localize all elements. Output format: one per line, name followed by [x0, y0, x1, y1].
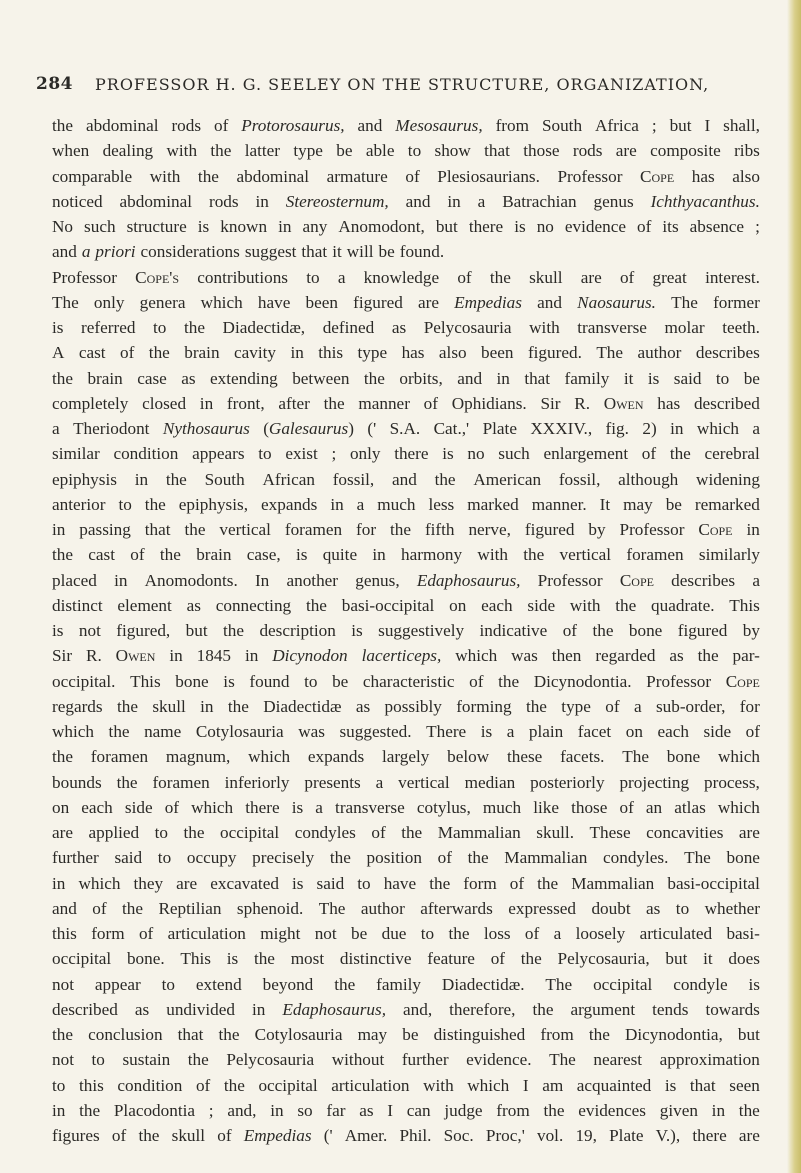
- text-line: the cast of the brain case, is quite in harmony with the vertical foramen similarly: [52, 545, 760, 565]
- text-line: Sir R. Owen in 1845 in Dicynodon lacerticeps, which was then regarded as the par-: [52, 646, 760, 666]
- text-line: noticed abdominal rods in Stereosternum, and in a Batrachian genus Ichthyacanthus.: [52, 191, 760, 211]
- text-line: anterior to the epiphysis, expands in a much less marked manner. It may be remarked: [52, 494, 760, 514]
- text-line: The only genera which have been figured are Empedias and Naosaurus. The former: [52, 292, 760, 312]
- text-line: when dealing with the latter type be able to show that those rods are composite ribs: [52, 141, 760, 161]
- text-line: Professor Cope's contributions to a knowledge of the skull are of great interest.: [52, 267, 760, 287]
- text-line: this form of articulation might not be due to the loss of a loosely articulated basi-: [52, 924, 760, 943]
- text-line: comparable with the abdominal armature of Plesiosaurians. Professor Cope has also: [52, 166, 760, 186]
- text-line: the conclusion that the Cotylosauria may be distinguished from the Dicynodontia, but: [52, 1025, 760, 1044]
- text-line: is not figured, but the description is suggestively indicative of the bone figured by: [52, 621, 760, 640]
- text-line: in the Placodontia ; and, in so far as I can judge from the evidences given in the: [52, 1100, 760, 1120]
- text-line: A cast of the brain cavity in this type has also been figured. The author describes: [52, 343, 760, 363]
- text-line: No such structure is known in any Anomodont, but there is no evidence of its absence ;: [52, 217, 760, 236]
- text-line: in passing that the vertical foramen for the fifth nerve, figured by Professor Cope in: [52, 520, 760, 539]
- page-edge-shadow: [787, 0, 801, 1173]
- text-line: described as undivided in Edaphosaurus, and, therefore, the argument tends towards: [52, 999, 760, 1019]
- page-number: 284: [36, 74, 73, 94]
- text-line: and a priori considerations suggest that it will be found.: [52, 242, 445, 262]
- text-line: to this condition of the occipital articulation with which I am acquainted is that seen: [52, 1075, 760, 1095]
- text-line: similar condition appears to exist ; only there is no such enlargement of the cerebral: [52, 444, 760, 464]
- text-line: a Theriodont Nythosaurus (Galesaurus) (' S.A. Cat.,' Plate XXXIV., fig. 2) in which a: [52, 419, 760, 438]
- text-line: the brain case as extending between the orbits, and in that family it is said to be: [52, 368, 760, 388]
- text-line: which the name Cotylosauria was suggested. There is a plain facet on each side of: [52, 722, 760, 741]
- text-line: is referred to the Diadectidæ, defined as Pelycosauria with transverse molar teeth.: [52, 318, 760, 337]
- page-header: [36, 74, 756, 100]
- text-line: in which they are excavated is said to have the form of the Mammalian basi-occipital: [52, 873, 760, 893]
- text-line: placed in Anomodonts. In another genus, Edaphosaurus, Professor Cope describes a: [52, 570, 760, 590]
- text-line: occipital. This bone is found to be characteristic of the Dicynodontia. Professor Cope: [52, 671, 760, 691]
- text-line: occipital bone. This is the most distinctive feature of the Pelycosauria, but it does: [52, 949, 760, 969]
- running-head: PROFESSOR H. G. SEELEY ON THE STRUCTURE, ORGANIZATION,: [95, 75, 710, 94]
- text-line: and of the Reptilian sphenoid. The author afterwards expressed doubt as to whether: [52, 898, 760, 918]
- text-line: on each side of which there is a transverse cotylus, much like those of an atlas which: [52, 797, 760, 817]
- text-line: are applied to the occipital condyles of the Mammalian skull. These concavities are: [52, 823, 760, 842]
- text-line: bounds the foramen inferiorly presents a vertical median posteriorly projecting process,: [52, 772, 760, 792]
- text-line: further said to occupy precisely the position of the Mammalian condyles. The bone: [52, 848, 760, 868]
- text-line: not appear to extend beyond the family Diadectidæ. The occipital condyle is: [52, 974, 760, 994]
- text-line: the abdominal rods of Protorosaurus, and Mesosaurus, from South Africa ; but I shall,: [52, 116, 760, 135]
- text-line: not to sustain the Pelycosauria without further evidence. The nearest approximation: [52, 1050, 760, 1070]
- text-line: distinct element as connecting the basi-occipital on each side with the quadrate. This: [52, 595, 760, 615]
- text-line: the foramen magnum, which expands largely below these facets. The bone which: [52, 747, 760, 767]
- text-line: epiphysis in the South African fossil, and the American fossil, although widening: [52, 469, 760, 489]
- text-line: completely closed in front, after the manner of Ophidians. Sir R. Owen has described: [52, 393, 760, 413]
- text-line: regards the skull in the Diadectidæ as possibly forming the type of a sub-order, for: [52, 696, 760, 716]
- text-line: figures of the skull of Empedias (' Amer. Phil. Soc. Proc,' vol. 19, Plate V.), there are: [52, 1126, 760, 1145]
- body-text: [52, 113, 760, 1148]
